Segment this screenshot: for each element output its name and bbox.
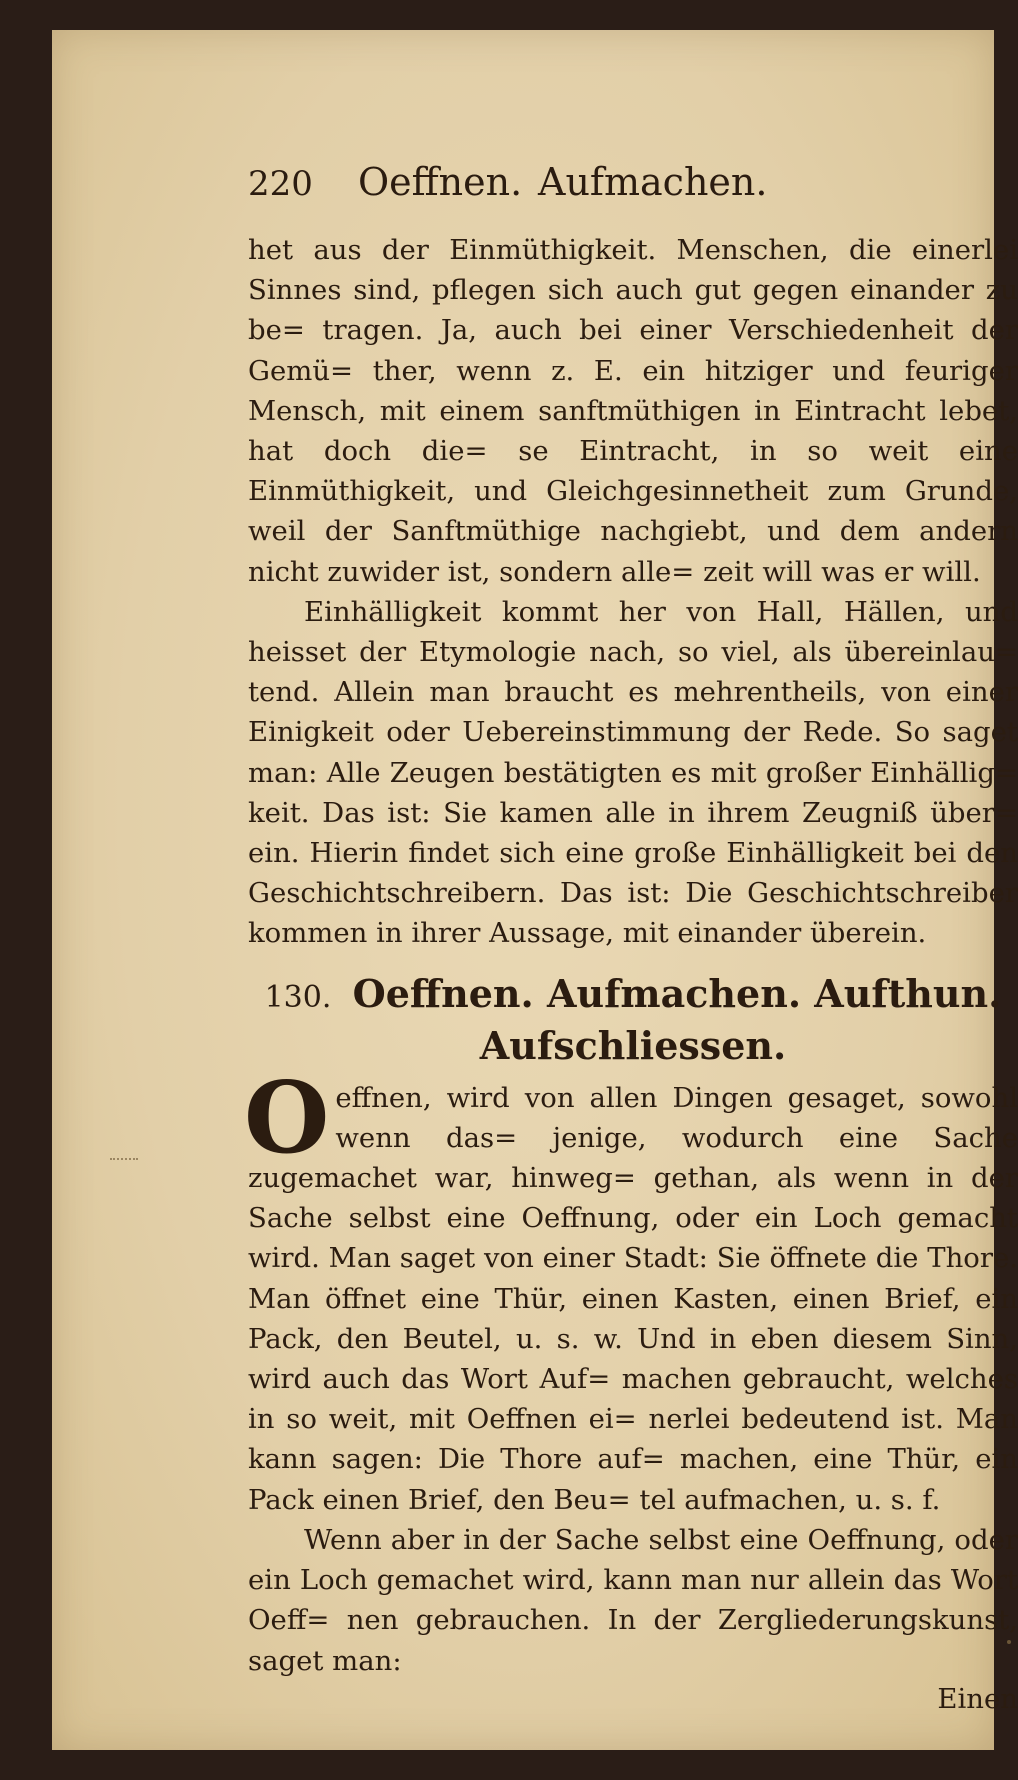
text-line: Loch gemachet wird, kann man nur allein das Wort Oeff= — [248, 1564, 1018, 1637]
text-line: ther, wenn z. E. ein hitziger und feuriger Mensch, mit — [248, 354, 1018, 427]
paragraph-2 — [248, 592, 1018, 954]
running-head-word-2: Aufmachen. — [538, 160, 768, 204]
text-block — [244, 160, 1018, 1715]
text-line: kommen in ihrer Aussage, mit einander überein. — [248, 917, 927, 950]
text-line: tragen. Ja, auch bei einer Verschiedenheit der Gemü= — [248, 314, 1018, 387]
text-line: machen, eine Thür, ein Pack einen Brief, den Beu= — [248, 1443, 1018, 1516]
text-line: Sinnes sind, pflegen sich auch gut gegen einander zu be= — [248, 274, 1018, 347]
text-line: Und in eben diesem Sinn, wird auch das Wort Auf= — [248, 1322, 1018, 1396]
margin-mark — [110, 1158, 138, 1164]
text-line: het aus der Einmüthigkeit. Menschen, die einerlei — [248, 234, 1018, 266]
text-line: einem sanftmüthigen in Eintracht lebet, hat doch die= — [248, 394, 1018, 468]
text-line: Gleichgesinnetheit zum Grunde, weil der Sanftmüthige — [248, 475, 1018, 548]
text-line: nerlei bedeutend ist. Man kann sagen: Die Thore auf= — [248, 1403, 1018, 1476]
text-line: tel aufmachen, u. s. f. — [639, 1483, 941, 1516]
section-heading — [248, 970, 1018, 1070]
text-line: se Eintracht, in so weit eine Einmüthigkeit, und — [248, 435, 1018, 508]
text-line: Einhälligkeit kommt her von Hall, Hällen, und — [304, 595, 1018, 628]
text-line: nachgiebt, und dem andern nicht zuwider ist, sondern alle= — [248, 515, 1018, 588]
page-number: 220 — [248, 164, 313, 204]
text-line: Sie öffnete die Thore. Man öffnet eine Thür, einen — [248, 1242, 1018, 1315]
section-title-line-2: Aufschliessen. — [479, 1022, 787, 1068]
drop-cap: O — [244, 1060, 330, 1176]
text-line: man: Alle Zeugen bestätigten es mit großer Einhällig= — [248, 756, 1018, 789]
text-line: Kasten, einen Brief, ein Pack, den Beutel, u. s. w. — [248, 1282, 1018, 1355]
text-line: zeit will was er will. — [703, 555, 981, 588]
text-line: machen gebraucht, welches in so weit, mit Oeffnen ei= — [248, 1363, 1018, 1436]
text-line: Einigkeit oder Uebereinstimmung der Rede. So saget — [248, 716, 1018, 749]
text-line: Wenn aber in der Sache selbst eine Oeffnung, oder ein — [248, 1523, 1018, 1597]
text-line: gethan, als wenn in der Sache selbst eine Oeffnung, oder — [248, 1162, 1018, 1235]
text-line: ein. Hierin findet sich eine große Einhälligkeit bei den — [248, 837, 1018, 870]
text-line: keit. Das ist: Sie kamen alle in ihrem Zeugniß über= — [248, 796, 1018, 829]
catchword: Einen — [937, 1682, 1018, 1715]
section-number: 130. — [264, 979, 332, 1015]
text-line: ein Loch gemacht wird. Man saget von einer Stadt: — [248, 1202, 1018, 1275]
paragraph-4 — [248, 1520, 1018, 1681]
text-line: Geschichtschreibern. Das ist: Die Geschichtschreiber — [248, 877, 1018, 910]
text-line: tend. Allein man braucht es mehrentheils, von einer — [248, 676, 1018, 709]
text-line: nen gebrauchen. In der Zergliederungskunst, saget man: — [248, 1604, 1018, 1677]
section-title-line-1: Oeffnen. Aufmachen. Aufthun. — [352, 970, 1002, 1016]
running-head-word-1: Oeffnen. — [358, 160, 523, 204]
text-line: jenige, wodurch eine Sache zugemachet war, hinweg= — [248, 1121, 1018, 1195]
text-line: heisset der Etymologie nach, so viel, als übereinlau= — [248, 636, 1018, 669]
book-page — [52, 30, 1018, 1750]
text-line: effnen, wird von allen Dingen gesaget, sowohl wenn das= — [335, 1081, 1018, 1154]
paragraph-1 — [248, 230, 1018, 592]
running-head — [248, 160, 1018, 230]
paragraph-3 — [244, 1060, 1018, 1520]
